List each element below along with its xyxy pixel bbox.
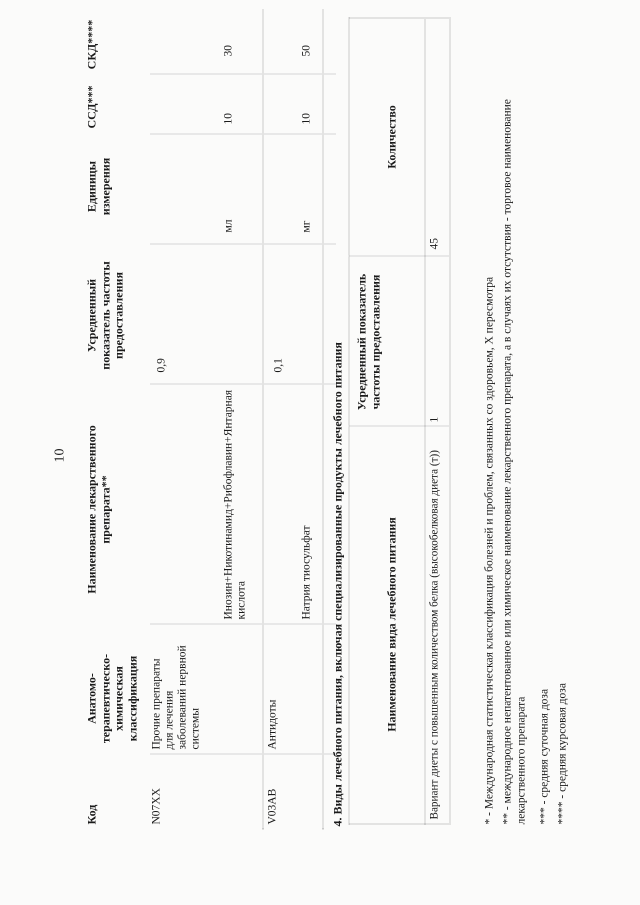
- diet-row-frequency: 1: [428, 416, 441, 423]
- row-divider: [263, 10, 264, 830]
- column-divider: [349, 256, 449, 257]
- row4-drug: Натрия тиосульфат: [300, 525, 313, 620]
- page-number: 10: [52, 448, 68, 463]
- column-divider: [151, 384, 336, 385]
- row-divider: [425, 20, 426, 825]
- header-skd: СКД****: [84, 19, 99, 70]
- diet-header-frequency: Усредненный показатель частоты предоставления: [354, 273, 382, 411]
- footnote-2: ** - международное непатентованное или химическое наименование лекарственного препарата, а в случаях их отсутствия - торговое наименование лекарственного препарата: [501, 99, 528, 825]
- row1-atc: Прочие препараты для лечения заболеваний нервной системы: [150, 645, 202, 750]
- column-divider: [349, 426, 449, 427]
- row3-atc: Антидоты: [266, 699, 279, 750]
- column-divider: [151, 74, 336, 75]
- table-bottom-border: [323, 10, 324, 830]
- section-4-title: 4. Виды лечебного питания, включая специализированные продукты лечебного питания: [330, 342, 345, 827]
- header-atc: Анатомо-терапевтическо-химическая классификация: [84, 653, 139, 744]
- footnote-4: **** - средняя курсовая доза: [556, 683, 569, 825]
- header-frequency: Усредненный показатель частоты предоставления: [84, 261, 126, 370]
- rotated-content: [1, 0, 640, 905]
- diet-header-quantity: Количество: [384, 105, 399, 169]
- row4-units: мг: [300, 220, 313, 233]
- column-divider: [151, 134, 336, 135]
- row2-drug: Инозин+Никотинамид+Рибофлавин+Янтарная кислота: [222, 389, 248, 620]
- row3-code: V03AB: [266, 788, 279, 825]
- header-drug-name: Наименование лекарственного препарата**: [84, 425, 112, 594]
- row4-ssd: 10: [300, 113, 313, 125]
- row2-units: мл: [222, 219, 235, 233]
- column-divider: [151, 624, 336, 625]
- column-divider: [151, 754, 336, 755]
- header-code: Код: [84, 804, 99, 825]
- row1-frequency: 0,9: [155, 358, 168, 373]
- column-divider: [151, 244, 336, 245]
- row2-ssd: 10: [222, 113, 235, 125]
- diet-row-name: Вариант диеты с повышенным количеством белка (высокобелковая диета (т)): [428, 450, 441, 820]
- footnote-1: * - Международная статистическая классификация болезней и проблем, связанных со здоровьем, X пересмотра: [483, 276, 496, 825]
- diet-row-quantity: 45: [428, 238, 441, 250]
- row1-code: N07XX: [150, 788, 163, 825]
- diet-header-name: Наименование вида лечебного питания: [384, 517, 399, 732]
- header-units: Единицы измерения: [84, 157, 112, 216]
- header-ssd: ССД***: [84, 85, 99, 129]
- row4-skd: 50: [300, 45, 313, 57]
- row3-frequency: 0,1: [272, 358, 285, 373]
- footnote-3: *** - средняя суточная доза: [538, 688, 551, 825]
- row2-skd: 30: [222, 45, 235, 57]
